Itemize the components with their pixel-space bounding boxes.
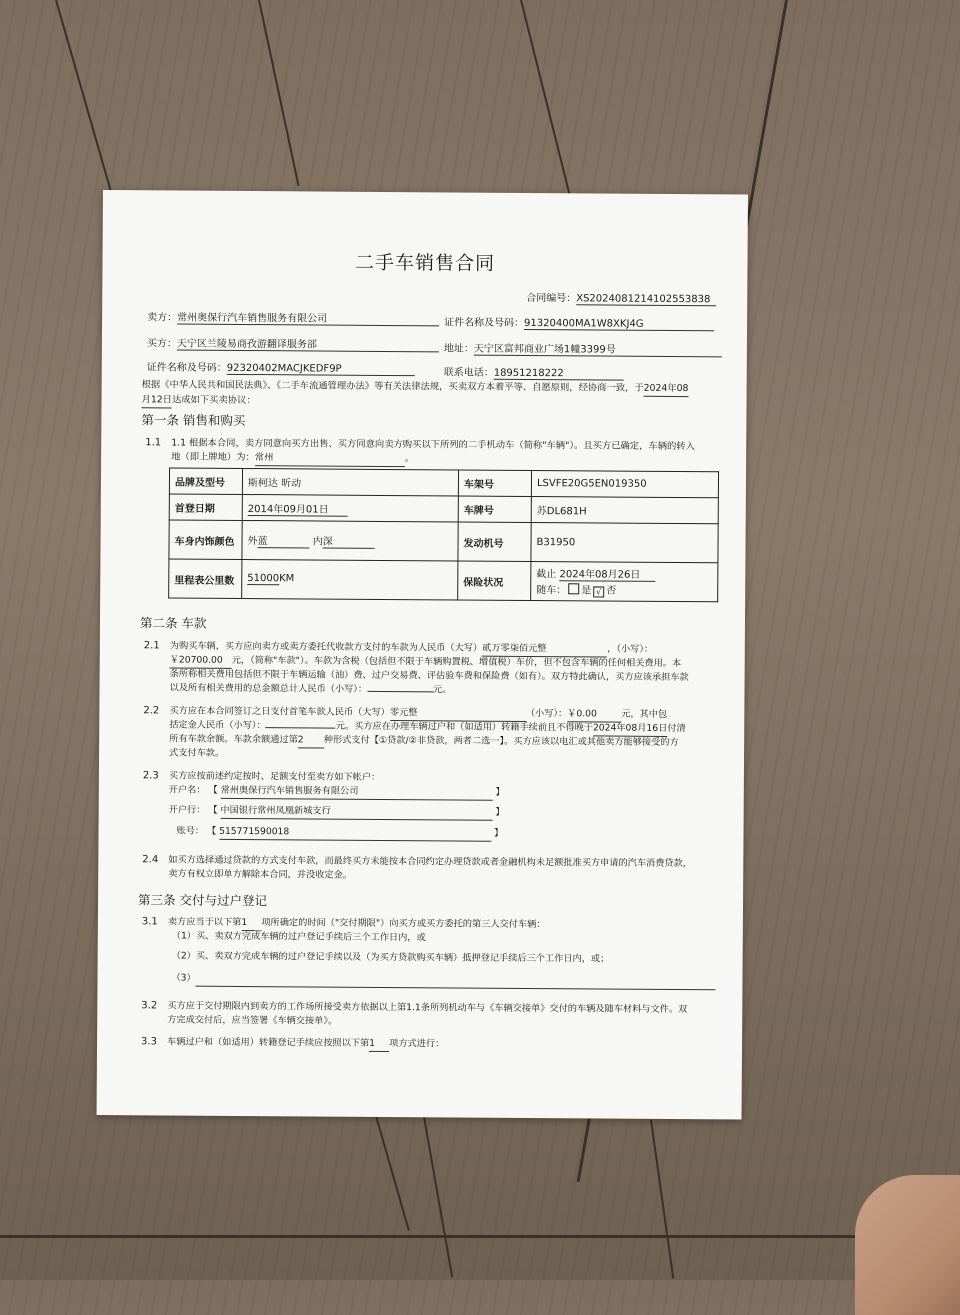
reg-date-value: 2014年09月01日 — [248, 500, 348, 517]
clause-2-1-line-3: 条所称相关费用包括但不限于车辆运输（油）费、过户交易费、评估验车费和保险费（如有）。双方特此确认，买方应该承担车款 — [169, 668, 689, 684]
delivery-item: 1 — [241, 916, 261, 931]
total-amount-blank — [367, 691, 433, 692]
clause-3-1-option-3: （3） — [171, 971, 715, 990]
floor-seam — [0, 1235, 960, 1238]
intro-date-b: 月12日 — [141, 393, 172, 408]
color-cell: 外蓝 内深 — [242, 520, 458, 561]
phone: 18951218222 — [494, 368, 624, 381]
clause-2-3-number: 2.3 — [142, 770, 159, 782]
seller-name: 常州奥保行汽车销售服务有限公司 — [177, 309, 439, 327]
floor-seam — [258, 0, 299, 186]
seller-row — [147, 308, 439, 326]
intro-line-1: 根据《中华人民共和国民法典》、《二手车流通管理办法》等有关法律法规，买卖双方本着平等、自愿原则，经协商一致，于2024年08 — [142, 378, 689, 397]
brand-value: 斯柯达 昕动 — [242, 468, 458, 496]
clause-3-2-line-1: 买方应于交付期限内到卖方的工作场所接受卖方依据以上第1.1条所列机动车与《车辆交接单》交付的车辆及随车材料与文件。双 — [167, 1000, 688, 1016]
transfer-item: 1 — [369, 1037, 389, 1052]
bank-name: 中国银行常州凤凰新城支行 — [220, 804, 492, 821]
insurance-until: 2024年08月26日 — [559, 565, 655, 582]
buyer-id-label: 证件名称及号码： — [146, 362, 227, 374]
reg-date-cell — [242, 494, 458, 522]
clause-2-4-line-2: 卖方有权立即单方解除本合同，并没收定金。 — [168, 868, 353, 881]
address-row — [444, 339, 722, 357]
clause-2-2-line-2: 括定金人民币（小写）： 元。买方应在办理车辆过户和（如适用）转籍手续前且不得晚于2024年08月16日付清 — [169, 718, 686, 737]
plate-value: 苏DL681H — [531, 496, 718, 523]
clause-3-2-line-2: 方完成交付后，应当签署《车辆交接单》。 — [167, 1014, 338, 1027]
contract-paper — [97, 190, 748, 1119]
mileage-label: 里程表公里数 — [169, 559, 242, 599]
deposit-blank — [266, 727, 336, 728]
balance-due-date: 2024年08月16日 — [593, 721, 667, 737]
seller-id: 91320400MA1W8XKJ4G — [524, 318, 714, 331]
mileage-value: 51000 — [247, 573, 280, 585]
clause-2-1-line-2: ￥20700.00 元，（简称"车款"）。车款为含税（包括但不限于车辆购置税、增值税）车价，但不包含车辆的任何相关费用。本 — [169, 654, 682, 670]
clause-1-1-line-2: 地（即上牌地）为：常州 。 — [171, 450, 414, 467]
buyer-name: 天宁区兰陵易商孜游翻译服务部 — [177, 335, 439, 353]
option-3-blank — [196, 972, 716, 991]
address: 天宁区富邦商业广场1幢3399号 — [474, 340, 722, 358]
seller-label: 卖方： — [147, 312, 178, 324]
finger — [855, 1175, 960, 1315]
bank-row: 开户行： 【 中国银行常州凤凰新城支行 】 — [169, 803, 505, 820]
exterior-color: 蓝 — [258, 532, 310, 548]
registration-place: 常州 — [255, 451, 405, 467]
clause-2-1-line-4: 以及所有相关费用的总金额总计人民币（小写）： 元。 — [169, 682, 452, 696]
payment-mode: 2 — [298, 733, 324, 748]
mileage-unit: KM — [279, 573, 295, 585]
reg-date-label: 首登日期 — [169, 494, 242, 521]
table-row — [169, 468, 718, 498]
phone-row — [444, 363, 624, 380]
address-label: 地址： — [443, 343, 474, 355]
clause-1-1-number: 1.1 — [145, 437, 162, 449]
clause-2-1-number: 2.1 — [143, 640, 160, 652]
plate-label: 车牌号 — [458, 496, 531, 523]
contract-number-row — [526, 289, 716, 306]
vehicle-info-table — [168, 467, 719, 602]
buyer-id: 92320402MACJKEDF9P — [227, 363, 415, 376]
clause-2-4-number: 2.4 — [142, 854, 159, 866]
checkbox-yes — [568, 583, 579, 594]
clause-2-1-line-1: 为购买车辆，买方应向卖方或卖方委托代收款方支付的车款为人民币（大写）贰万零柒佰元整 ，（小写）： — [170, 639, 653, 657]
insurance-label: 保险状况 — [458, 561, 531, 601]
phone-label: 联系电话： — [443, 367, 494, 379]
brand-label: 品牌及型号 — [169, 468, 242, 495]
clause-3-1-option-2: （2）买、卖双方完成车辆的过户登记手续以及（为买方贷款购买车辆）抵押登记手续后三个工作日内，或； — [171, 950, 610, 965]
account-name-row: 开户名： 【 常州奥保行汽车销售服务有限公司 】 — [169, 783, 505, 800]
contract-number-label: 合同编号： — [526, 292, 577, 305]
buyer-row — [147, 334, 439, 352]
clause-1-1-line-1: 1.1 根据本合同，卖方同意向买方出售、买方同意向卖方购买以下所列的二手机动车（简称"车辆"）。且买方已确定，车辆的转入 — [171, 437, 695, 453]
table-row — [169, 520, 718, 563]
price-uppercase: 贰万零柒佰元整 — [482, 642, 607, 658]
first-payment-uppercase: 零元整 — [390, 706, 526, 722]
clause-2-2-line-4: 式支付车款。 — [169, 747, 225, 759]
table-row — [169, 559, 718, 602]
seller-id-label: 证件名称及号码： — [444, 317, 525, 329]
section-3-heading: 第三条 交付与过户登记 — [137, 892, 268, 909]
account-name: 常州奥保行汽车销售服务有限公司 — [221, 784, 493, 801]
vin-label: 车架号 — [458, 470, 531, 497]
vin-value: LSVFE20G5EN019350 — [531, 470, 718, 497]
seller-id-row — [444, 313, 714, 331]
clause-3-2-number: 3.2 — [141, 1000, 158, 1012]
clause-3-3-number: 3.3 — [141, 1036, 157, 1048]
engine-value: B31950 — [531, 522, 718, 562]
checkbox-no-checked: √ — [593, 586, 604, 597]
account-number: 515771590018 — [219, 825, 491, 842]
buyer-id-row — [147, 358, 415, 376]
section-1-heading: 第一条 销售和购买 — [141, 412, 246, 428]
section-2-heading: 第二条 车款 — [139, 615, 207, 631]
account-number-row: 账号： 【 515771590018 】 — [176, 825, 503, 842]
page-title: 二手车销售合同 — [354, 251, 496, 275]
color-label: 车身内饰颜色 — [169, 520, 242, 560]
clause-2-3-line-1: 买方应按前述约定按时、足额支付至卖方如下帐户： — [168, 770, 381, 783]
mileage-cell — [242, 559, 458, 600]
clause-3-1-number: 3.1 — [141, 916, 158, 928]
engine-label: 发动机号 — [458, 522, 531, 562]
price-lowercase: ￥20700.00 — [170, 653, 232, 668]
clause-3-3-line-1: 车辆过户和（如适用）转籍登记手续应按照以下第1 项方式进行： — [167, 1035, 444, 1052]
intro-date-a: 2024年08 — [644, 382, 689, 397]
first-payment-lowercase: ￥0.00 — [567, 707, 621, 722]
clause-2-2-line-1: 买方应在本合同签订之日支付首笔车款人民币（大写）零元整 （小写）：￥0.00 元，其中包 — [169, 704, 667, 722]
table-row — [169, 494, 718, 524]
contract-number: XS2024081214102553838 — [576, 293, 716, 306]
floor-seam — [520, 0, 570, 194]
clause-2-2-line-3: 所有车款余额。车款余额通过第2 种形式支付【①贷款/②非贷款，两者二选一】。买方应该以电汇或其他卖方能够接受的方 — [169, 733, 679, 749]
clause-3-1-line-1: 卖方应当于以下第1 项所确定的时间（"交付期限"）向买方或买方委托的第三人交付车辆： — [167, 916, 546, 931]
interior-color: 深 — [323, 533, 375, 549]
clause-3-1-option-1: （1）买、卖双方完成车辆的过户登记手续后三个工作日内，或 — [171, 930, 426, 944]
clause-2-2-number: 2.2 — [143, 705, 160, 717]
clause-2-4-line-1: 如买方选择通过贷款的方式支付车款，而最终买方未能按本合同约定办理贷款或者金融机构未足额批准买方申请的汽车消费贷款， — [168, 854, 693, 870]
buyer-label: 买方： — [146, 338, 177, 350]
intro-line-2: 月12日达成如下买卖协议： — [141, 393, 255, 409]
floor-seam — [420, 1100, 453, 1278]
insurance-cell: 截止 2024年08月26日 随车： 是 √ 否 — [531, 561, 718, 601]
floor-seam — [650, 1120, 674, 1279]
